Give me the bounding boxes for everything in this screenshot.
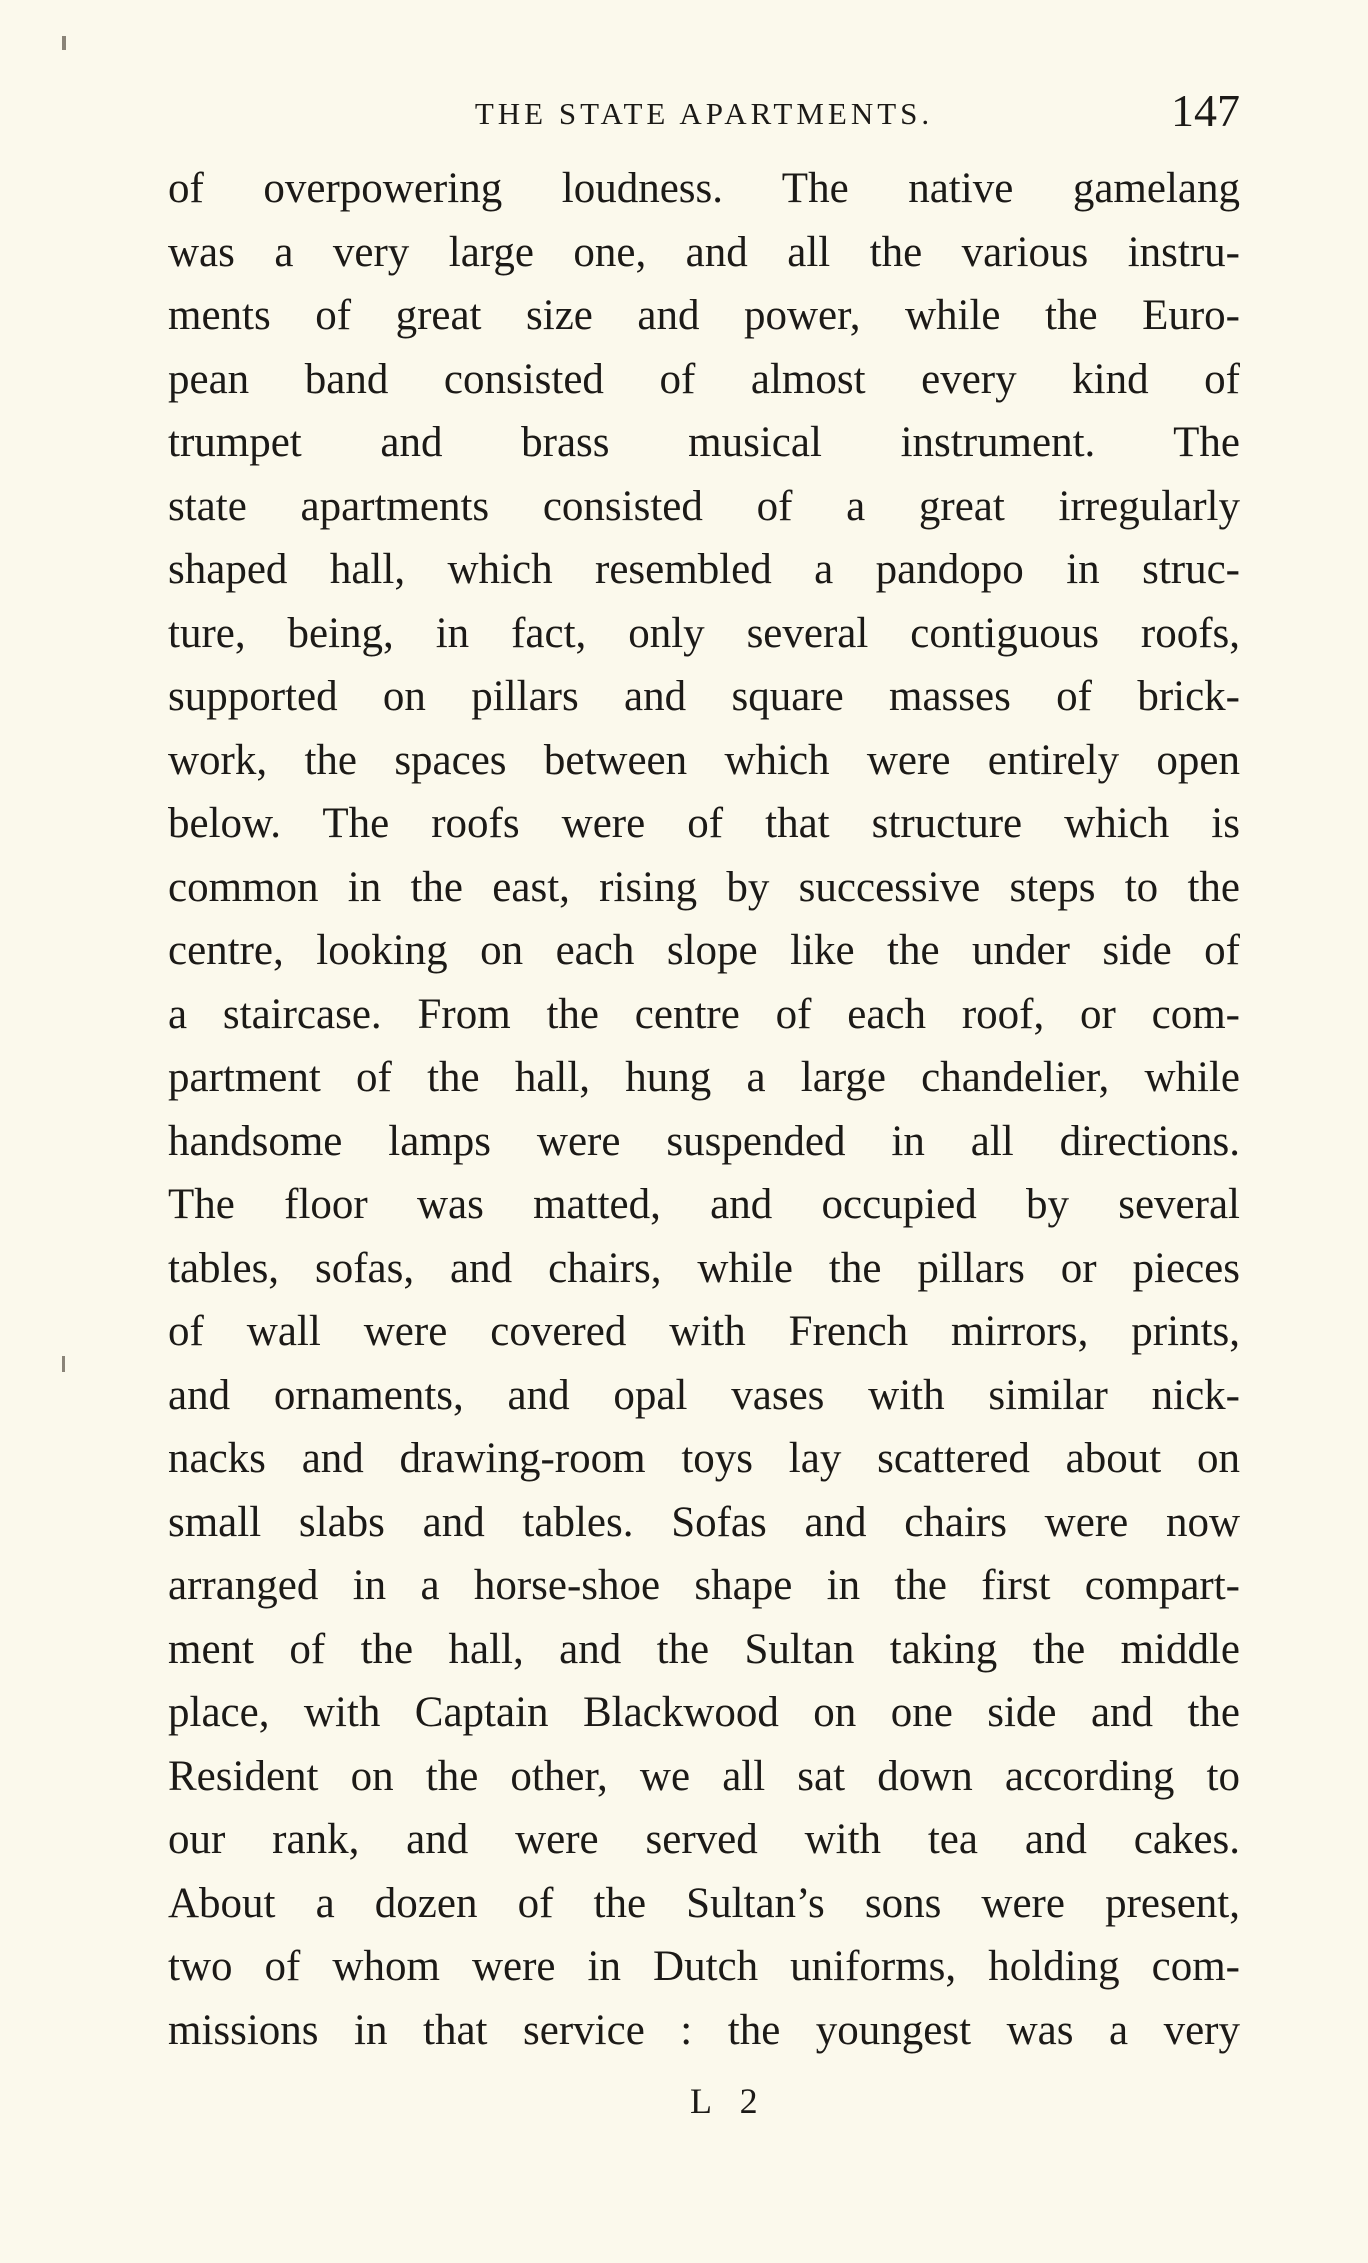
text-line: ments of great size and power, while the Euro- xyxy=(168,292,1240,339)
signature-mark: L 2 xyxy=(690,2081,768,2121)
edge-mark xyxy=(62,1356,65,1372)
text-line: arranged in a horse-shoe shape in the first compart- xyxy=(168,1562,1240,1609)
text-line: a staircase. From the centre of each roof, or com- xyxy=(168,990,1240,1038)
text-line: ture, being, in fact, only several contiguous roofs, xyxy=(168,609,1240,657)
text-line: our rank, and were served with tea and cakes. xyxy=(168,1816,1240,1863)
text-line: common in the east, rising by successive steps to the xyxy=(168,863,1240,911)
text-line: supported on pillars and square masses of brick- xyxy=(168,673,1240,720)
text-line: The floor was matted, and occupied by several xyxy=(168,1181,1240,1228)
edge-mark xyxy=(62,36,66,50)
text-line: was a very large one, and all the various instru- xyxy=(168,228,1240,276)
text-line: shaped hall, which resembled a pandopo in struc- xyxy=(168,546,1240,593)
text-line: partment of the hall, hung a large chandelier, while xyxy=(168,1054,1240,1101)
text-line: and ornaments, and opal vases with similar nick- xyxy=(168,1371,1240,1419)
text-line: trumpet and brass musical instrument. The xyxy=(168,419,1240,466)
text-line: small slabs and tables. Sofas and chairs were now xyxy=(168,1498,1240,1546)
running-head xyxy=(168,82,1240,142)
text-line: missions in that service : the youngest was a very xyxy=(168,2006,1240,2054)
text-line: About a dozen of the Sultan’s sons were present, xyxy=(168,1879,1240,1927)
text-line: ment of the hall, and the Sultan taking the middle xyxy=(168,1625,1240,1673)
text-line: of overpowering loudness. The native gamelang xyxy=(168,165,1240,212)
text-line: place, with Captain Blackwood on one side and the xyxy=(168,1689,1240,1736)
text-line: centre, looking on each slope like the under side of xyxy=(168,927,1240,974)
text-line: of wall were covered with French mirrors, prints, xyxy=(168,1308,1240,1355)
text-line: Resident on the other, we all sat down according to xyxy=(168,1752,1240,1800)
running-title: THE STATE APARTMENTS. xyxy=(474,96,934,131)
text-line: work, the spaces between which were entirely open xyxy=(168,736,1240,784)
text-line: state apartments consisted of a great irregularly xyxy=(168,482,1240,530)
body-text xyxy=(168,157,1240,2062)
text-line: two of whom were in Dutch uniforms, holding com- xyxy=(168,1943,1240,1990)
text-line: tables, sofas, and chairs, while the pillars or pieces xyxy=(168,1244,1240,1292)
text-line: nacks and drawing-room toys lay scattered about on xyxy=(168,1435,1240,1482)
page-number: 147 xyxy=(1171,85,1240,136)
text-line: handsome lamps were suspended in all directions. xyxy=(168,1117,1240,1165)
text-line: below. The roofs were of that structure which is xyxy=(168,800,1240,847)
text-line: pean band consisted of almost every kind of xyxy=(168,355,1240,403)
